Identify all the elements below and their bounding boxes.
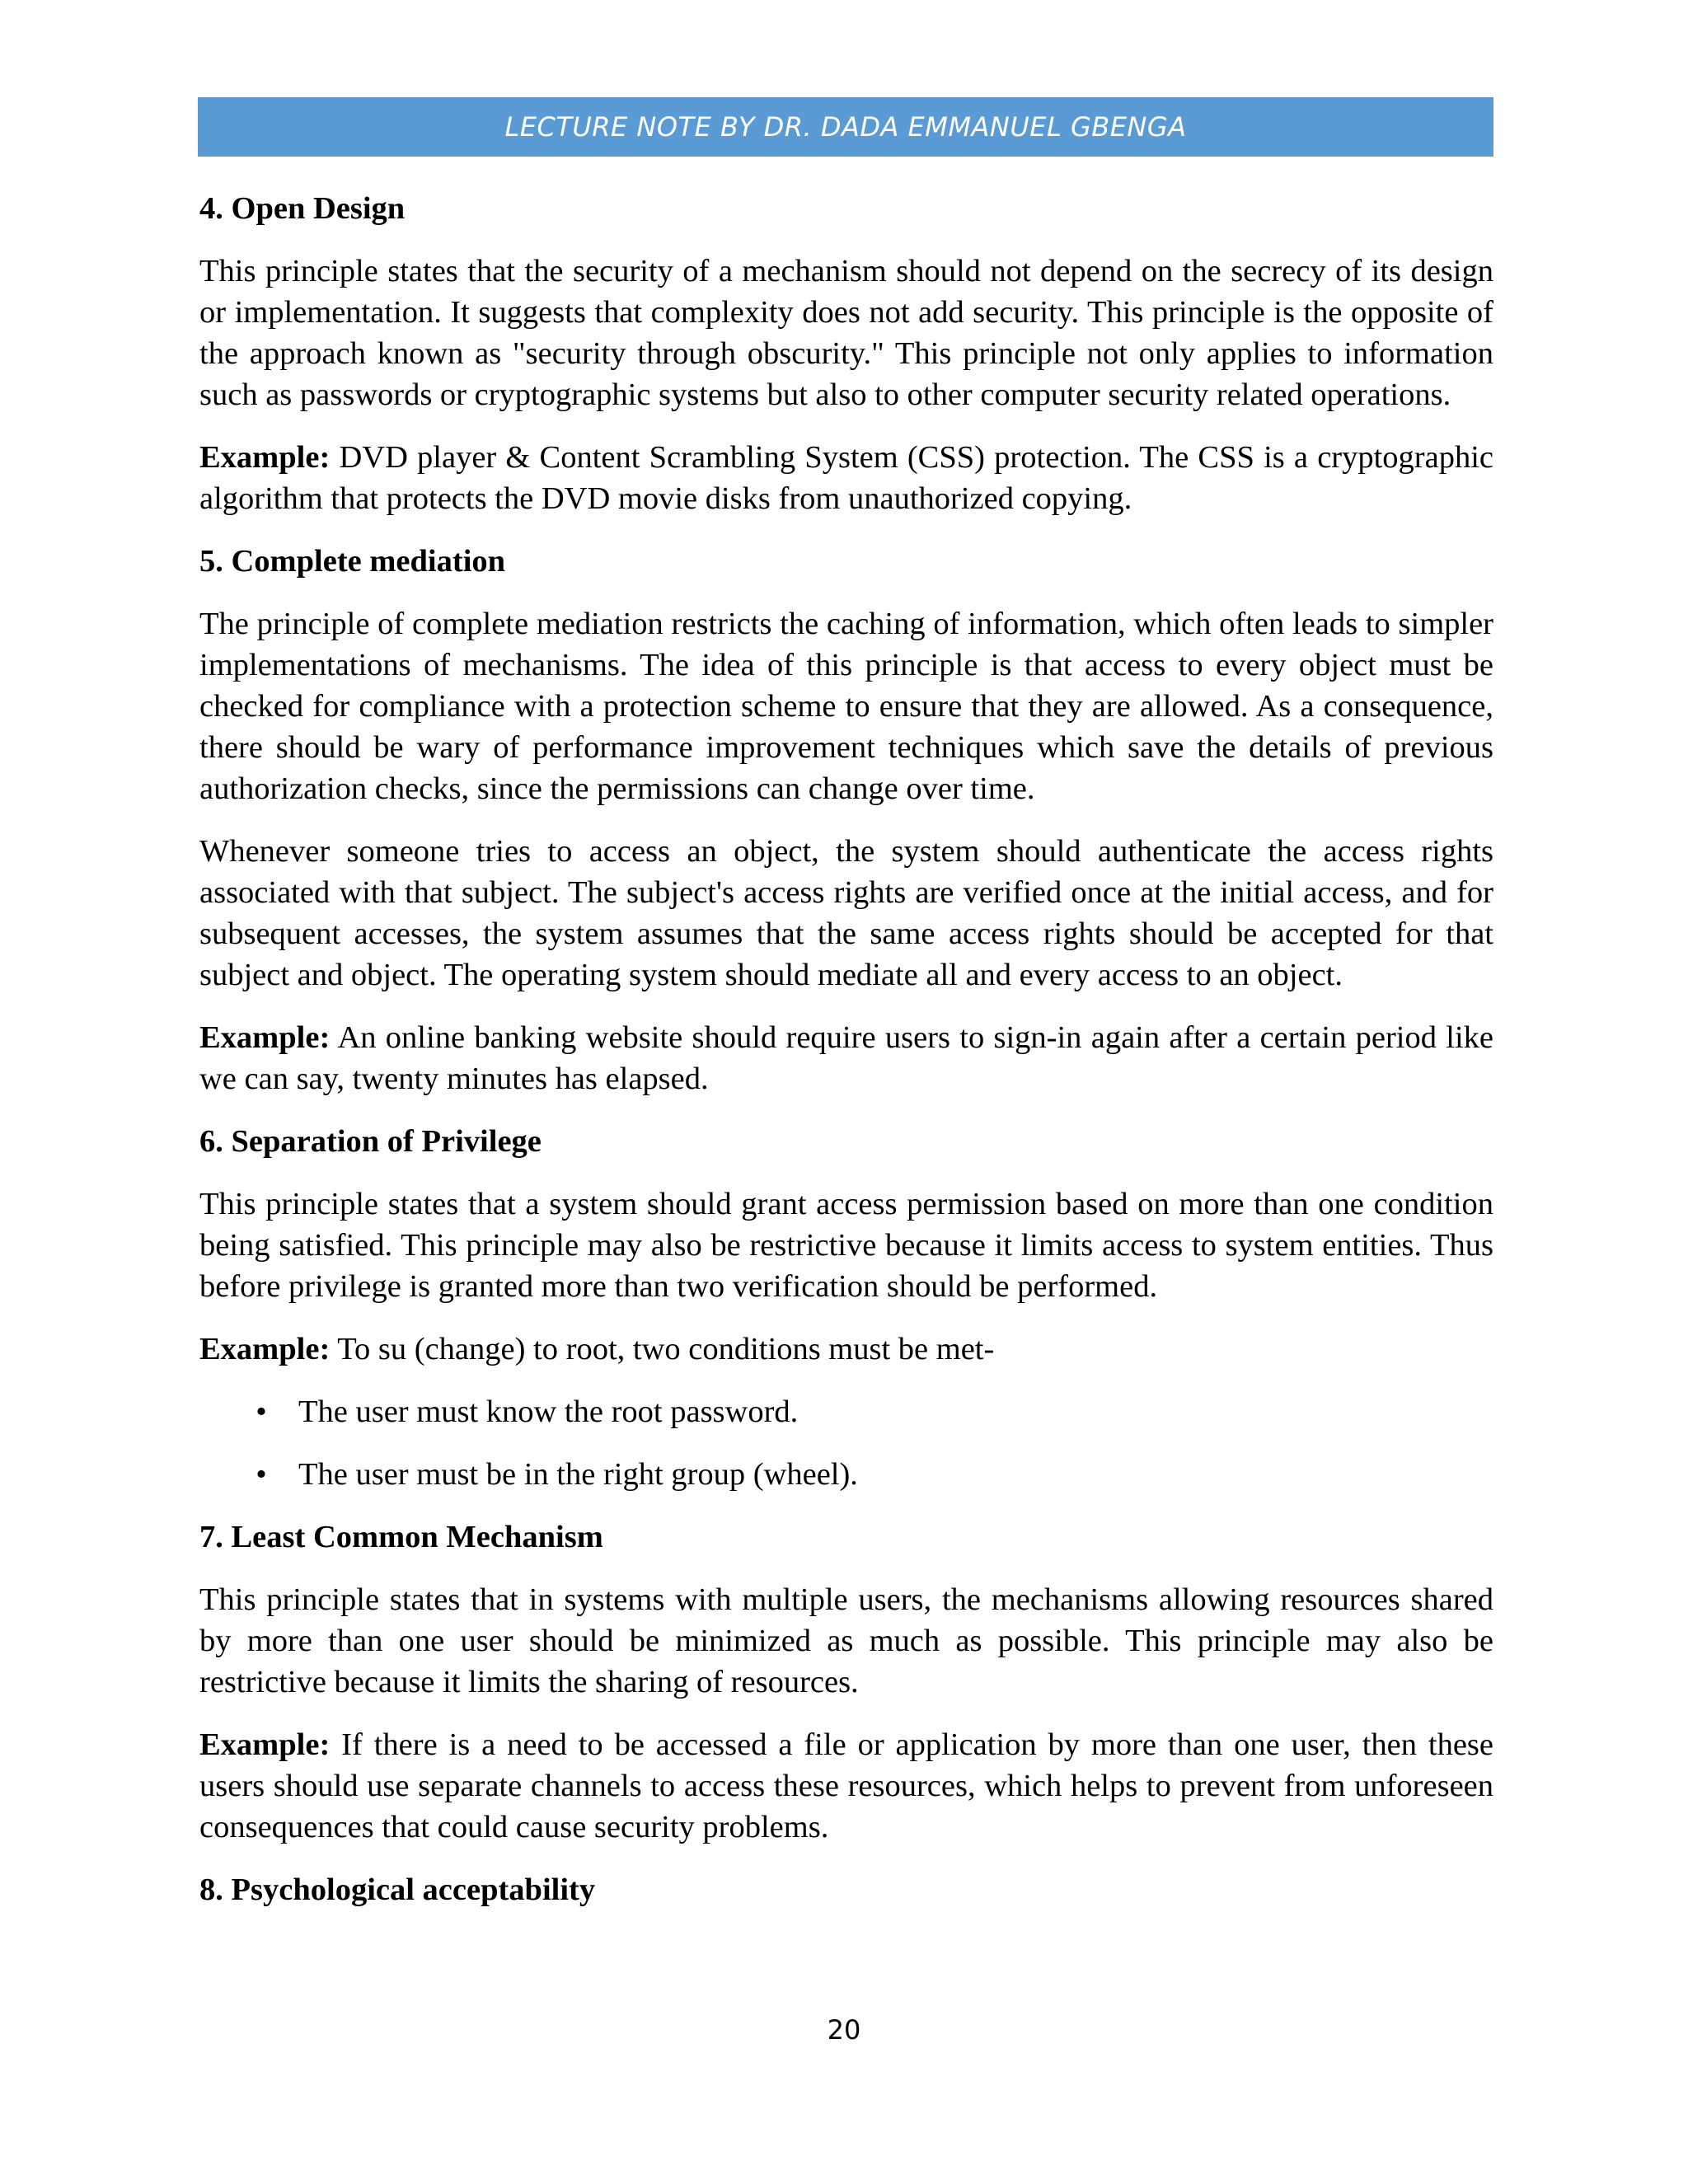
- complete-mediation-paragraph-1: The principle of complete mediation restricts the caching of information, which often leads to simpler implementations of mechanisms. The idea of this principle is that access to every object must be checked for compliance with a protection scheme to ensure that they are allowed. As a consequence, there should be wary of performance improvement techniques which save the details of previous authorization checks, since the permissions can change over time.: [199, 607, 1493, 806]
- document-body: [199, 188, 1493, 1932]
- section-heading-open-design: 4. Open Design: [199, 191, 406, 226]
- header-band: [198, 97, 1493, 157]
- least-common-mechanism-paragraph: This principle states that in systems with multiple users, the mechanisms allowing resources shared by more than one user should be minimized as much as possible. This principle may also be restrictive because it limits the sharing of resources.: [199, 1582, 1493, 1699]
- example-text: DVD player & Content Scrambling System (CSS) protection. The CSS is a cryptographic algorithm that protects the DVD movie disks from unauthorized copying.: [199, 440, 1493, 516]
- complete-mediation-example: [199, 1017, 1493, 1099]
- section-heading-complete-mediation: 5. Complete mediation: [199, 544, 506, 579]
- separation-of-privilege-paragraph: This principle states that a system should grant access permission based on more than one condition being satisfied. This principle may also be restrictive because it limits access to system entities. Thus before privilege is granted more than two verification should be performed.: [199, 1187, 1493, 1304]
- example-label: Example:: [199, 1727, 331, 1762]
- conditions-list: [199, 1391, 1493, 1495]
- example-text: An online banking website should require users to sign-in again after a certain period like we can say, twenty minutes has elapsed.: [199, 1020, 1493, 1096]
- example-text: If there is a need to be accessed a file or application by more than one user, then these users should use separate channels to access these resources, which helps to prevent from unforeseen consequences that could cause security problems.: [199, 1727, 1493, 1844]
- section-heading-least-common-mechanism: 7. Least Common Mechanism: [199, 1520, 603, 1554]
- example-label: Example:: [199, 1332, 331, 1366]
- example-label: Example:: [199, 1020, 331, 1055]
- section-heading-psychological-acceptability: 8. Psychological acceptability: [199, 1872, 596, 1907]
- page-number: 20: [827, 2014, 861, 2046]
- open-design-example: [199, 437, 1493, 519]
- header-title: LECTURE NOTE BY DR. DADA EMMANUEL GBENGA: [504, 111, 1187, 143]
- bullet-icon: •: [256, 1457, 267, 1492]
- section-heading-separation-of-privilege: 6. Separation of Privilege: [199, 1124, 542, 1159]
- open-design-paragraph: This principle states that the security of a mechanism should not depend on the secrecy of its design or implementation. It suggests that complexity does not add security. This principle is the opposite of the approach known as "security through obscurity." This principle not only applies to information such as passwords or cryptographic systems but also to other computer security related operations.: [199, 254, 1493, 412]
- list-item: [199, 1454, 1493, 1495]
- separation-of-privilege-example: [199, 1329, 1493, 1370]
- list-item: [199, 1391, 1493, 1432]
- list-item-text: The user must be in the right group (wheel).: [298, 1457, 858, 1492]
- bullet-icon: •: [256, 1394, 267, 1429]
- least-common-mechanism-example: [199, 1724, 1493, 1848]
- list-item-text: The user must know the root password.: [298, 1394, 799, 1429]
- example-label: Example:: [199, 440, 331, 475]
- complete-mediation-paragraph-2: Whenever someone tries to access an object, the system should authenticate the access rights associated with that subject. The subject's access rights are verified once at the initial access, and for subsequent accesses, the system assumes that the same access rights should be accepted for that subject and object. The operating system should mediate all and every access to an object.: [199, 834, 1493, 992]
- example-text: To su (change) to root, two conditions must be met-: [330, 1332, 995, 1366]
